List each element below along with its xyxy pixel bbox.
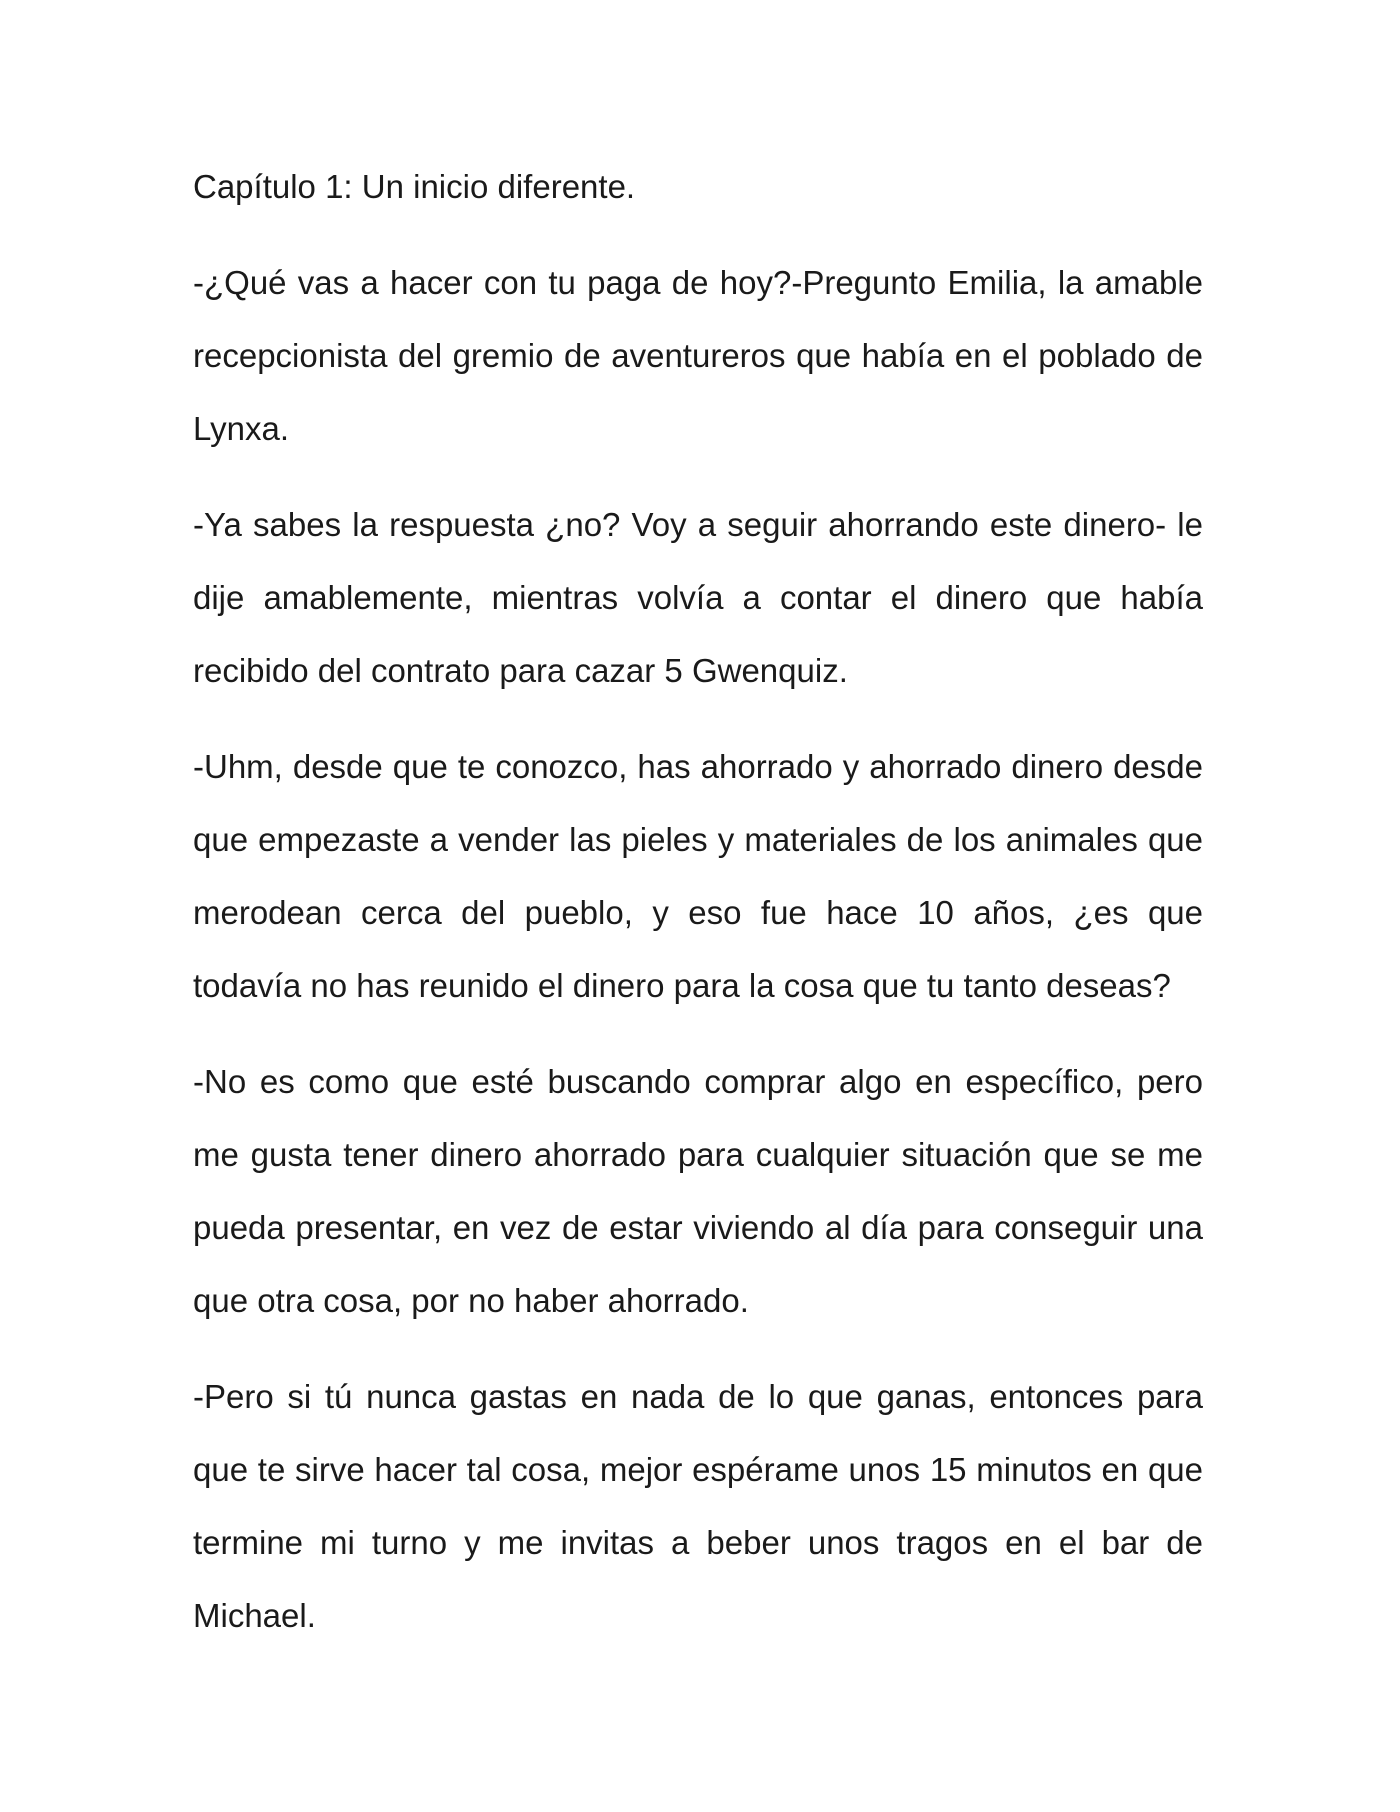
- paragraph-1: -¿Qué vas a hacer con tu paga de hoy?-Pregunto Emilia, la amable recepcionista del gremio de aventureros que había en el poblado de Lynxa.: [193, 264, 1203, 447]
- text-body: [193, 150, 1203, 1675]
- paragraph-5: -Pero si tú nunca gastas en nada de lo que ganas, entonces para que te sirve hacer tal cosa, mejor espérame unos 15 minutos en que termine mi turno y me invitas a beber unos tragos en el bar de Michael.: [193, 1378, 1203, 1634]
- paragraph-2: -Ya sabes la respuesta ¿no? Voy a seguir ahorrando este dinero- le dije amablemente, mientras volvía a contar el dinero que había recibido del contrato para cazar 5 Gwenquiz.: [193, 506, 1203, 689]
- paragraph-3: -Uhm, desde que te conozco, has ahorrado y ahorrado dinero desde que empezaste a vender las pieles y materiales de los animales que merodean cerca del pueblo, y eso fue hace 10 años, ¿es que todavía no has reunido el dinero para la cosa que tu tanto deseas?: [193, 748, 1203, 1004]
- paragraph-4: -No es como que esté buscando comprar algo en específico, pero me gusta tener dinero ahorrado para cualquier situación que se me pueda presentar, en vez de estar viviendo al día para conseguir una que otra cosa, por no haber ahorrado.: [193, 1063, 1203, 1319]
- chapter-title: Capítulo 1: Un inicio diferente.: [193, 168, 636, 205]
